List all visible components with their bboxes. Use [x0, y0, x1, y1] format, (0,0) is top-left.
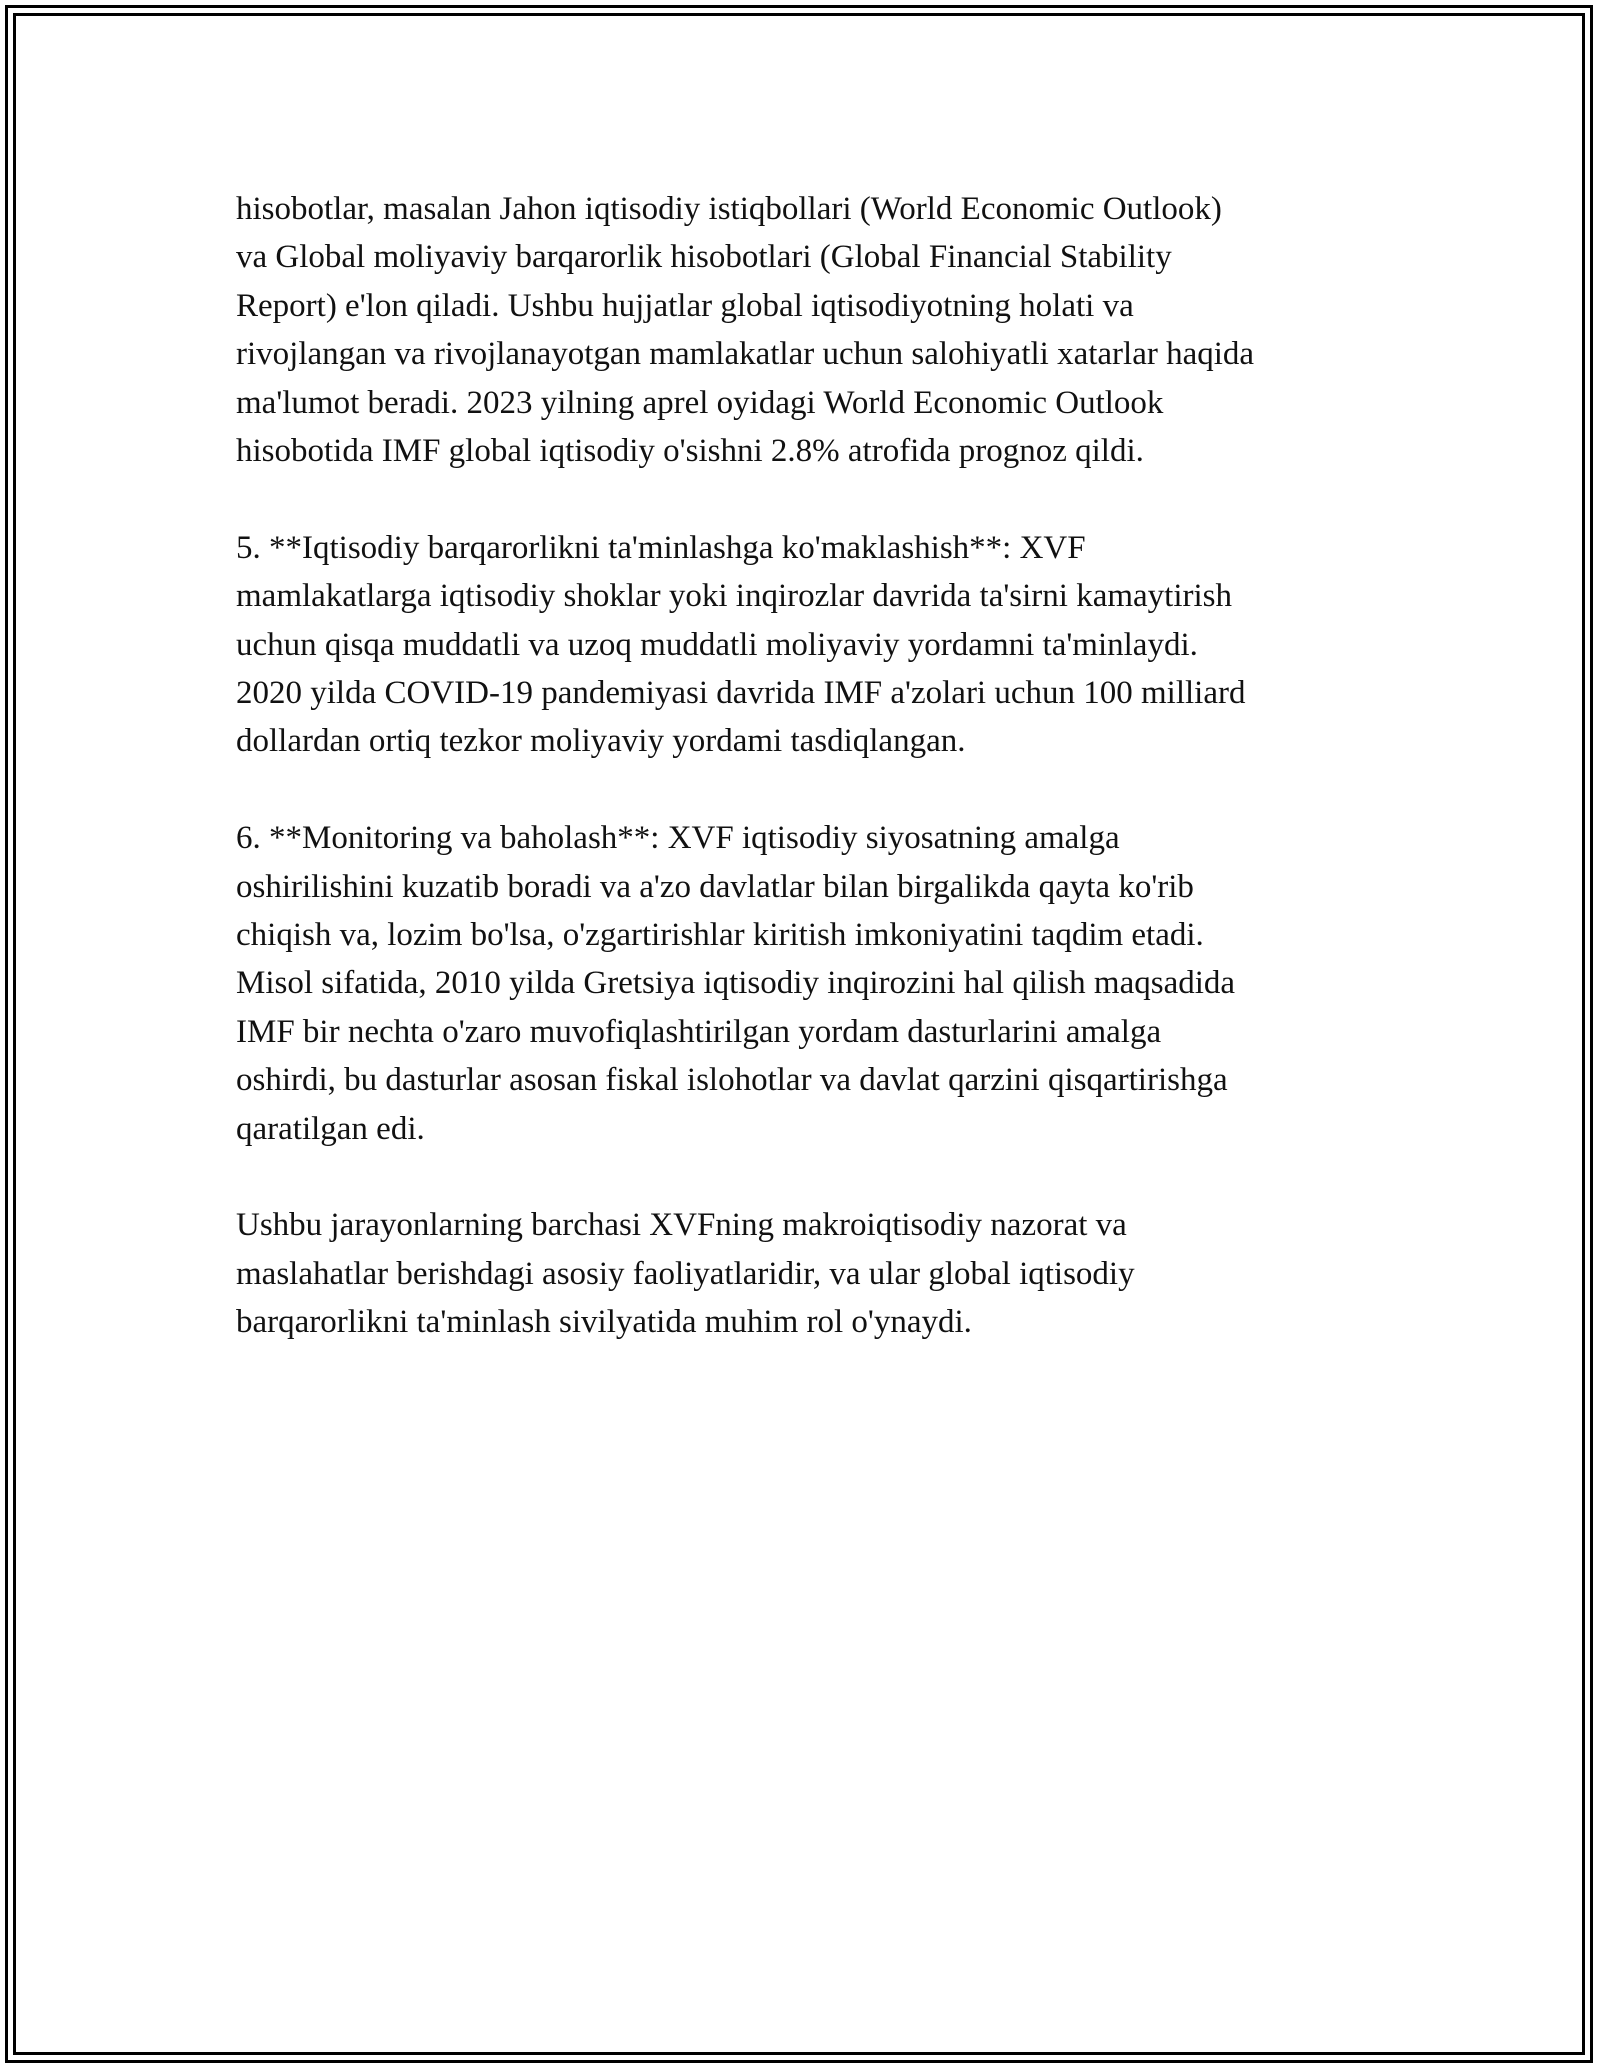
- document-body: [236, 185, 1406, 1395]
- text-line: Misol sifatida, 2010 yilda Gretsiya iqtisodiy inqirozini hal qilish maqsadida: [236, 965, 1236, 1002]
- text-line: Ushbu jarayonlarning barchasi XVFning makroiqtisodiy nazorat va: [236, 1207, 1127, 1244]
- text-line: 6. **Monitoring va baholash**: XVF iqtisodiy siyosatning amalga: [236, 820, 1120, 857]
- text-line: dollardan ortiq tezkor moliyaviy yordami tasdiqlangan.: [236, 723, 966, 760]
- text-line: hisobotlar, masalan Jahon iqtisodiy istiqbollari (World Economic Outlook): [236, 191, 1222, 227]
- text-line: Report) e'lon qiladi. Ushbu hujjatlar global iqtisodiyotning holati va: [236, 287, 1134, 324]
- text-line: uchun qisqa muddatli va uzoq muddatli moliyaviy yordamni ta'minlaydi.: [236, 626, 1198, 663]
- text-line: rivojlangan va rivojlanayotgan mamlakatlar uchun salohiyatli xatarlar haqida: [236, 336, 1255, 373]
- text-line: maslahatlar berishdagi asosiy faoliyatlaridir, va ular global iqtisodiy: [236, 1255, 1135, 1292]
- paragraph-reports: [236, 185, 1406, 475]
- paragraph-item-5: [236, 524, 1406, 766]
- text-line: 5. **Iqtisodiy barqarorlikni ta'minlashga ko'maklashish**: XVF: [236, 529, 1086, 566]
- text-line: oshirdi, bu dasturlar asosan fiskal islohotlar va davlat qarzini qisqartirishga: [236, 1062, 1228, 1099]
- paragraph-conclusion: [236, 1201, 1406, 1346]
- text-line: hisobotida IMF global iqtisodiy o'sishni 2.8% atrofida prognoz qildi.: [236, 433, 1144, 470]
- text-line: oshirilishini kuzatib boradi va a'zo davlatlar bilan birgalikda qayta ko'rib: [236, 868, 1194, 905]
- text-line: va Global moliyaviy barqarorlik hisobotlari (Global Financial Stability: [236, 239, 1172, 276]
- paragraph-item-6: [236, 814, 1406, 1153]
- text-line: ma'lumot beradi. 2023 yilning aprel oyidagi World Economic Outlook: [236, 384, 1164, 421]
- text-line: barqarorlikni ta'minlash sivilyatida muhim rol o'ynaydi.: [236, 1304, 972, 1341]
- text-line: 2020 yilda COVID-19 pandemiyasi davrida IMF a'zolari uchun 100 milliard: [236, 675, 1246, 712]
- text-line: chiqish va, lozim bo'lsa, o'zgartirishlar kiritish imkoniyatini taqdim etadi.: [236, 917, 1204, 954]
- text-line: IMF bir nechta o'zaro muvofiqlashtirilgan yordam dasturlarini amalga: [236, 1013, 1162, 1050]
- text-line: mamlakatlarga iqtisodiy shoklar yoki inqirozlar davrida ta'sirni kamaytirish: [236, 578, 1233, 615]
- text-line: qaratilgan edi.: [236, 1110, 425, 1147]
